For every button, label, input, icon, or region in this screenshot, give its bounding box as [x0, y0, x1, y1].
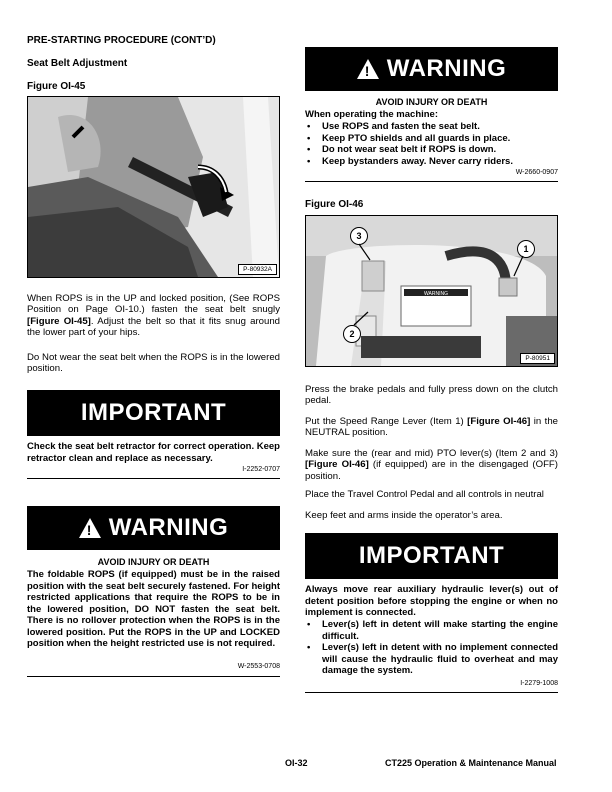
paragraph-text: When ROPS is in the UP and locked position, (See ROPS Position on Page OI-10.) fasten the seat belt snugly [27, 293, 280, 316]
warning-title: WARNING [108, 514, 229, 541]
figure-oi-45-photo [27, 96, 280, 278]
paragraph-text: Make sure the (rear and mid) PTO lever(s) (Item 2 and 3) [305, 448, 558, 459]
warning-triangle-icon: ! [79, 518, 101, 538]
subsection-title: Seat Belt Adjustment [27, 58, 128, 69]
figure-label: Figure OI-45 [27, 81, 86, 92]
divider [27, 676, 280, 677]
important-code: I-2279-1008 [520, 680, 558, 687]
warning-banner [305, 47, 558, 91]
list-item: • Keep bystanders away. Never carry riders. [305, 156, 558, 168]
warning-code: W-2660-0907 [515, 169, 558, 176]
seat-belt-paragraph [27, 293, 280, 339]
divider [305, 181, 558, 182]
callout-2: 2 [343, 325, 361, 343]
paragraph-text: in the NEUTRAL position. [305, 416, 558, 439]
figure-reference: [Figure OI-46] [305, 459, 369, 471]
important-text: Always move rear auxiliary hydraulic lever(s) out of detent position before stopping the engine or when no implement is connected. [305, 584, 558, 618]
list-item: • Use ROPS and fasten the seat belt. [305, 121, 558, 133]
callout-leaders [306, 216, 557, 366]
pto-paragraph [305, 448, 558, 482]
divider [305, 692, 558, 693]
list-item: • Lever(s) left in detent will make starting the engine difficult. [305, 619, 558, 642]
figure-reference: [Figure OI-46] [467, 416, 531, 427]
figure-tag: P-80951 [520, 353, 555, 364]
brake-paragraph: Press the brake pedals and fully press down on the clutch pedal. [305, 384, 558, 407]
figure-reference: [Figure OI-45] [27, 315, 91, 327]
seat-belt-photo [28, 97, 279, 277]
warning-intro: When operating the machine: [305, 109, 439, 120]
warning-list [305, 121, 558, 167]
rops-lowered-paragraph: Do Not wear the seat belt when the ROPS is in the lowered position. [27, 352, 280, 375]
list-item: • Keep PTO shields and all guards in place. [305, 133, 558, 145]
section-title: PRE-STARTING PROCEDURE (CONT’D) [27, 35, 216, 46]
callout-3: 3 [350, 227, 368, 245]
figure-oi-46-photo [305, 215, 558, 367]
travel-control-paragraph: Place the Travel Control Pedal and all controls in neutral [305, 489, 544, 500]
warning-heading: AVOID INJURY OR DEATH [97, 557, 210, 567]
paragraph-text: . Adjust the belt so that it fits snug around the lower part of your hips. [27, 315, 280, 339]
speed-range-paragraph [305, 416, 558, 439]
important-banner [27, 390, 280, 436]
important-text: Check the seat belt retractor for correct operation. Keep retractor clean and replace as necessary. [27, 441, 280, 464]
warning-text: The foldable ROPS (if equipped) must be in the raised position with the seat belt securely fastened. For height restricted applications that require the ROPS to be in the lowered position, DO NOT fasten the seat belt. There is no rollover protection when the ROPS is in the lowered position. Put the ROPS in the UP and LOCKED position when the height restricted use is not required. [27, 569, 280, 649]
keep-inside-paragraph: Keep feet and arms inside the operator’s area. [305, 510, 503, 521]
callout-1: 1 [517, 240, 535, 258]
warning-title: WARNING [386, 55, 507, 82]
list-item: • Do not wear seat belt if ROPS is down. [305, 144, 558, 156]
important-code: I-2252-0707 [242, 466, 280, 473]
important-list [305, 619, 558, 677]
decal-text: WARNING [424, 291, 448, 297]
divider [27, 478, 280, 479]
important-title: IMPORTANT [358, 542, 505, 569]
warning-triangle-icon: ! [357, 59, 379, 79]
list-item: • Lever(s) left in detent with no implement connected will cause the hydraulic fluid to overheat and may damage the system. [305, 642, 558, 677]
important-title: IMPORTANT [80, 399, 227, 426]
important-banner [305, 533, 558, 579]
page-number: OI-32 [285, 758, 308, 768]
paragraph-text: (if equipped) are in the disengaged (OFF) position. [305, 459, 558, 482]
figure-tag: P-80932A [238, 264, 277, 275]
warning-banner [27, 506, 280, 550]
paragraph-text: Put the Speed Range Lever (Item 1) [305, 416, 468, 427]
figure-label: Figure OI-46 [305, 199, 364, 210]
manual-title: CT225 Operation & Maintenance Manual [385, 758, 557, 768]
warning-heading: AVOID INJURY OR DEATH [375, 97, 488, 107]
warning-code: W-2553-0708 [237, 663, 280, 670]
